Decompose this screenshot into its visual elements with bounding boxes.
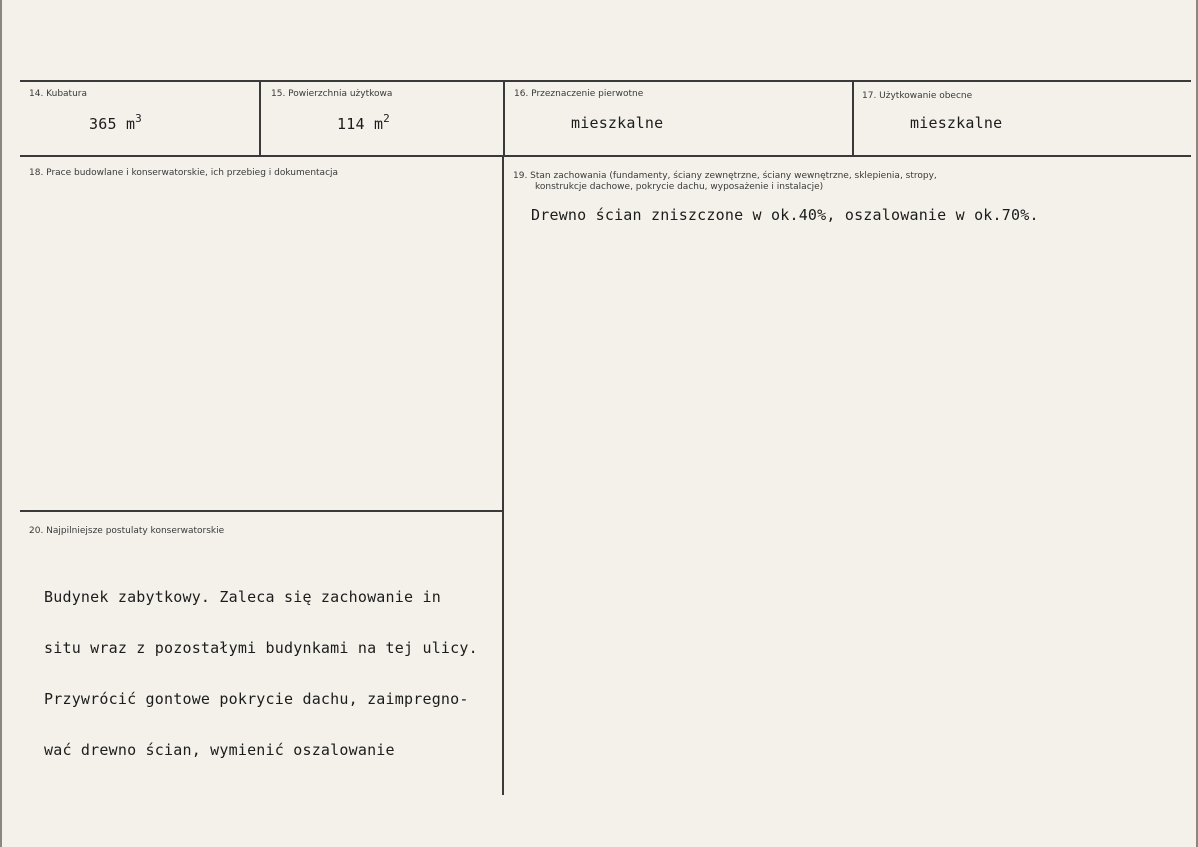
volume-unit: m (125, 115, 136, 133)
field-17-label: 17. Użytkowanie obecne (862, 91, 973, 101)
field-15-value (337, 112, 390, 133)
field-20-label: 20. Najpilniejsze postulaty konserwatorskie (29, 526, 225, 536)
divider-14-15 (259, 82, 261, 155)
area-unit-exponent: 2 (383, 112, 390, 125)
field-16-value: mieszkalne (571, 114, 664, 132)
field-16-label: 16. Przeznaczenie pierwotne (514, 89, 644, 99)
divider-main-column (502, 157, 504, 795)
volume-unit-exponent: 3 (135, 112, 142, 125)
field-19-label-line2: konstrukcje dachowe, pokrycie dachu, wyposażenie i instalacje) (535, 182, 824, 192)
divider-16-17 (852, 82, 854, 155)
postulate-line: wać drewno ścian, wymienić oszalowanie (44, 741, 395, 759)
postulate-line: Budynek zabytkowy. Zaleca się zachowanie in (44, 588, 441, 606)
field-20-text (44, 555, 478, 776)
field-14-label: 14. Kubatura (29, 89, 88, 99)
row-divider (20, 155, 1191, 157)
area-unit: m (373, 115, 384, 133)
volume-number: 365 (89, 115, 117, 133)
field-19-label-line1: 19. Stan zachowania (fundamenty, ściany zewnętrzne, ściany wewnętrzne, sklepienia, stropy, (513, 171, 937, 181)
postulate-line: situ wraz z pozostałymi budynkami na tej ulicy. (44, 639, 478, 657)
postulate-line: Przywrócić gontowe pokrycie dachu, zaimpregno- (44, 690, 469, 708)
field-15-label: 15. Powierzchnia użytkowa (271, 89, 393, 99)
divider-15-16 (503, 82, 505, 155)
top-rule (20, 80, 1191, 82)
field-17-value: mieszkalne (910, 114, 1003, 132)
field-19-text: Drewno ścian zniszczone w ok.40%, oszalowanie w ok.70%. (531, 206, 1039, 224)
field-14-value (89, 112, 142, 133)
area-number: 114 (337, 115, 365, 133)
section-divider-18-20 (20, 510, 502, 512)
field-18-label: 18. Prace budowlane i konserwatorskie, ich przebieg i dokumentacja (29, 168, 339, 178)
